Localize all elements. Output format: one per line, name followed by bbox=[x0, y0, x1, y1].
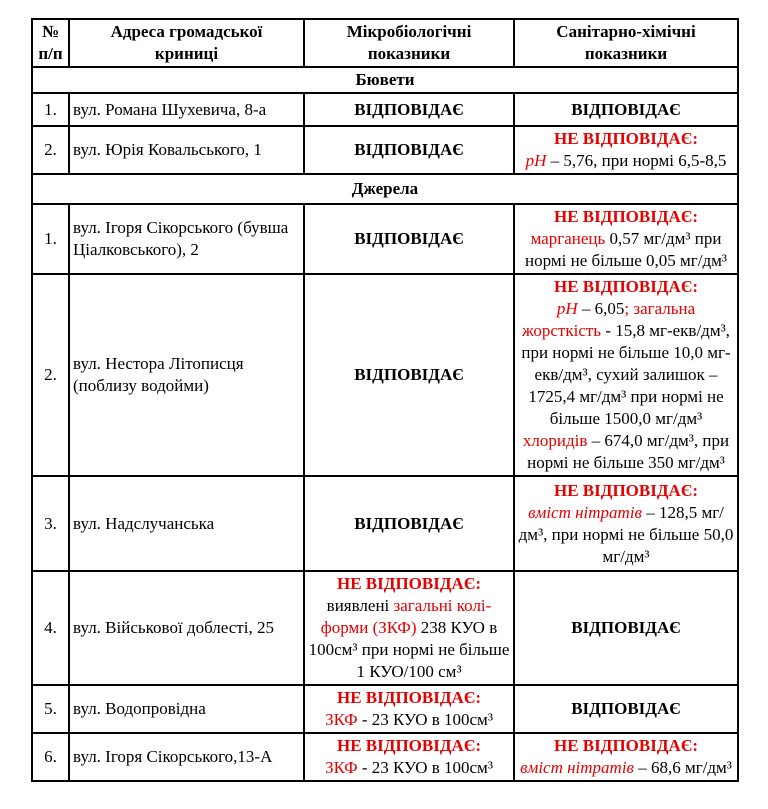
text-segment: НЕ ВІДПОВІДАЄ: bbox=[553, 129, 699, 148]
text-segment: показники bbox=[367, 44, 451, 63]
address-cell: вул. Ігоря Сікорського (бувша Ціалковського), 2 bbox=[69, 204, 304, 274]
table-row bbox=[32, 126, 738, 174]
text-segment: 0,57 мг/дм³ при нормі не більше 0,05 мг/дм³ bbox=[525, 229, 727, 270]
table-row bbox=[32, 476, 738, 571]
sanitary-result-cell bbox=[514, 204, 738, 274]
text-segment: – 6,05 bbox=[577, 299, 625, 318]
section-title-dzherela: Джерела bbox=[32, 174, 738, 204]
text-segment: криниці bbox=[154, 44, 219, 63]
text-segment: НЕ ВІДПОВІДАЄ: bbox=[553, 207, 699, 226]
header-col-sanitary-chemical bbox=[514, 19, 738, 67]
row-number: 6. bbox=[32, 733, 69, 781]
text-segment: ВІДПОВІДАЄ bbox=[571, 618, 681, 637]
text-segment: вміст нітратів bbox=[520, 758, 634, 777]
row-number: 1. bbox=[32, 93, 69, 126]
section-row-dzherela bbox=[32, 174, 738, 204]
text-segment: - 23 КУО в 100см³ bbox=[357, 758, 493, 777]
micro-result-cell bbox=[304, 685, 514, 733]
sanitary-result-cell bbox=[514, 476, 738, 571]
text-segment: pH bbox=[556, 299, 578, 318]
text-segment: ВІДПОВІДАЄ bbox=[354, 513, 464, 533]
address-cell: вул. Романа Шухевича, 8-а bbox=[69, 93, 304, 126]
sanitary-result-cell bbox=[514, 733, 738, 781]
address-cell: вул. Військової доблесті, 25 bbox=[69, 571, 304, 685]
text-segment: НЕ ВІДПОВІДАЄ: bbox=[336, 688, 482, 707]
sanitary-result-cell bbox=[514, 685, 738, 733]
text-segment: вміст нітратів bbox=[528, 502, 642, 522]
sanitary-result-cell bbox=[514, 93, 738, 126]
row-number: 4. bbox=[32, 571, 69, 685]
micro-result-cell bbox=[304, 571, 514, 685]
sanitary-result-cell bbox=[514, 571, 738, 685]
water-quality-table bbox=[31, 18, 739, 782]
table-row bbox=[32, 733, 738, 781]
text-segment: ВІДПОВІДАЄ bbox=[354, 140, 464, 159]
text-segment: показники bbox=[584, 44, 668, 63]
table-row bbox=[32, 685, 738, 733]
micro-result-cell bbox=[304, 204, 514, 274]
sanitary-result-cell bbox=[514, 126, 738, 174]
text-segment: - 15,8 мг-екв/дм³, при нормі не більше 10,0 мг-екв/дм³, сухий залишок – 1725,4 мг/дм³ при нормі не більше 1500,0 мг/дм³ bbox=[521, 321, 731, 428]
micro-result-cell bbox=[304, 126, 514, 174]
micro-result-cell bbox=[304, 93, 514, 126]
text-segment: НЕ ВІДПОВІДАЄ: bbox=[553, 480, 699, 500]
sanitary-result-cell bbox=[514, 274, 738, 476]
text-segment: – 68,6 мг/дм³ bbox=[633, 758, 732, 777]
header-row bbox=[32, 19, 738, 67]
row-number: 5. bbox=[32, 685, 69, 733]
table-row bbox=[32, 204, 738, 274]
text-segment: ; загальна жорсткість bbox=[522, 299, 696, 340]
table-row bbox=[32, 571, 738, 685]
text-segment: ВІДПОВІДАЄ bbox=[354, 99, 464, 119]
table-row bbox=[32, 274, 738, 476]
text-segment: виявлені bbox=[326, 596, 394, 615]
text-segment: п/п bbox=[38, 44, 63, 63]
text-segment: - 23 КУО в 100см³ bbox=[357, 710, 493, 729]
header-col-address bbox=[69, 19, 304, 67]
text-segment: 238 КУО в 100см³ при нормі не більше 1 КУО/100 см³ bbox=[308, 618, 510, 681]
text-segment: ВІДПОВІДАЄ bbox=[354, 229, 464, 248]
text-segment: Адреса громадської bbox=[110, 22, 263, 41]
text-segment: ВІДПОВІДАЄ bbox=[571, 99, 681, 119]
text-segment: ВІДПОВІДАЄ bbox=[354, 365, 464, 384]
section-row-buvety bbox=[32, 67, 738, 93]
text-segment: – 128,5 мг/дм³, при нормі не більше 50,0 мг/дм³ bbox=[518, 502, 734, 566]
row-number: 2. bbox=[32, 126, 69, 174]
micro-result-cell bbox=[304, 476, 514, 571]
header-col-number bbox=[32, 19, 69, 67]
row-number: 3. bbox=[32, 476, 69, 571]
text-segment: – 674,0 мг/дм³, при нормі не більше 350 мг/дм³ bbox=[527, 431, 730, 472]
text-segment: НЕ ВІДПОВІДАЄ: bbox=[553, 277, 699, 296]
text-segment: Мікробіологічні bbox=[346, 22, 472, 41]
text-segment: НЕ ВІДПОВІДАЄ: bbox=[336, 736, 482, 755]
text-segment: хлоридів bbox=[522, 431, 588, 450]
text-segment: – 5,76, при нормі 6,5-8,5 bbox=[546, 151, 727, 170]
text-segment: ЗКФ bbox=[325, 758, 358, 777]
row-number: 2. bbox=[32, 274, 69, 476]
text-segment: pH bbox=[525, 151, 547, 170]
section-title-buvety: Бювети bbox=[32, 67, 738, 93]
address-cell: вул. Нестора Літописця (поблизу водойми) bbox=[69, 274, 304, 476]
address-cell: вул. Юрія Ковальського, 1 bbox=[69, 126, 304, 174]
text-segment: НЕ ВІДПОВІДАЄ: bbox=[553, 736, 699, 755]
address-cell: вул. Ігоря Сікорського,13-А bbox=[69, 733, 304, 781]
text-segment: ЗКФ bbox=[325, 710, 358, 729]
text-segment: марганець bbox=[530, 229, 606, 248]
text-segment: загальні колі-форми (ЗКФ) bbox=[320, 596, 492, 637]
micro-result-cell bbox=[304, 274, 514, 476]
text-segment: НЕ ВІДПОВІДАЄ: bbox=[336, 574, 482, 593]
address-cell: вул. Надслучанська bbox=[69, 476, 304, 571]
text-segment: ВІДПОВІДАЄ bbox=[571, 699, 681, 718]
text-segment: № bbox=[41, 22, 60, 41]
micro-result-cell bbox=[304, 733, 514, 781]
table-row bbox=[32, 93, 738, 126]
row-number: 1. bbox=[32, 204, 69, 274]
header-col-microbiological bbox=[304, 19, 514, 67]
text-segment: Санітарно-хімічні bbox=[556, 22, 696, 41]
address-cell: вул. Водопровідна bbox=[69, 685, 304, 733]
